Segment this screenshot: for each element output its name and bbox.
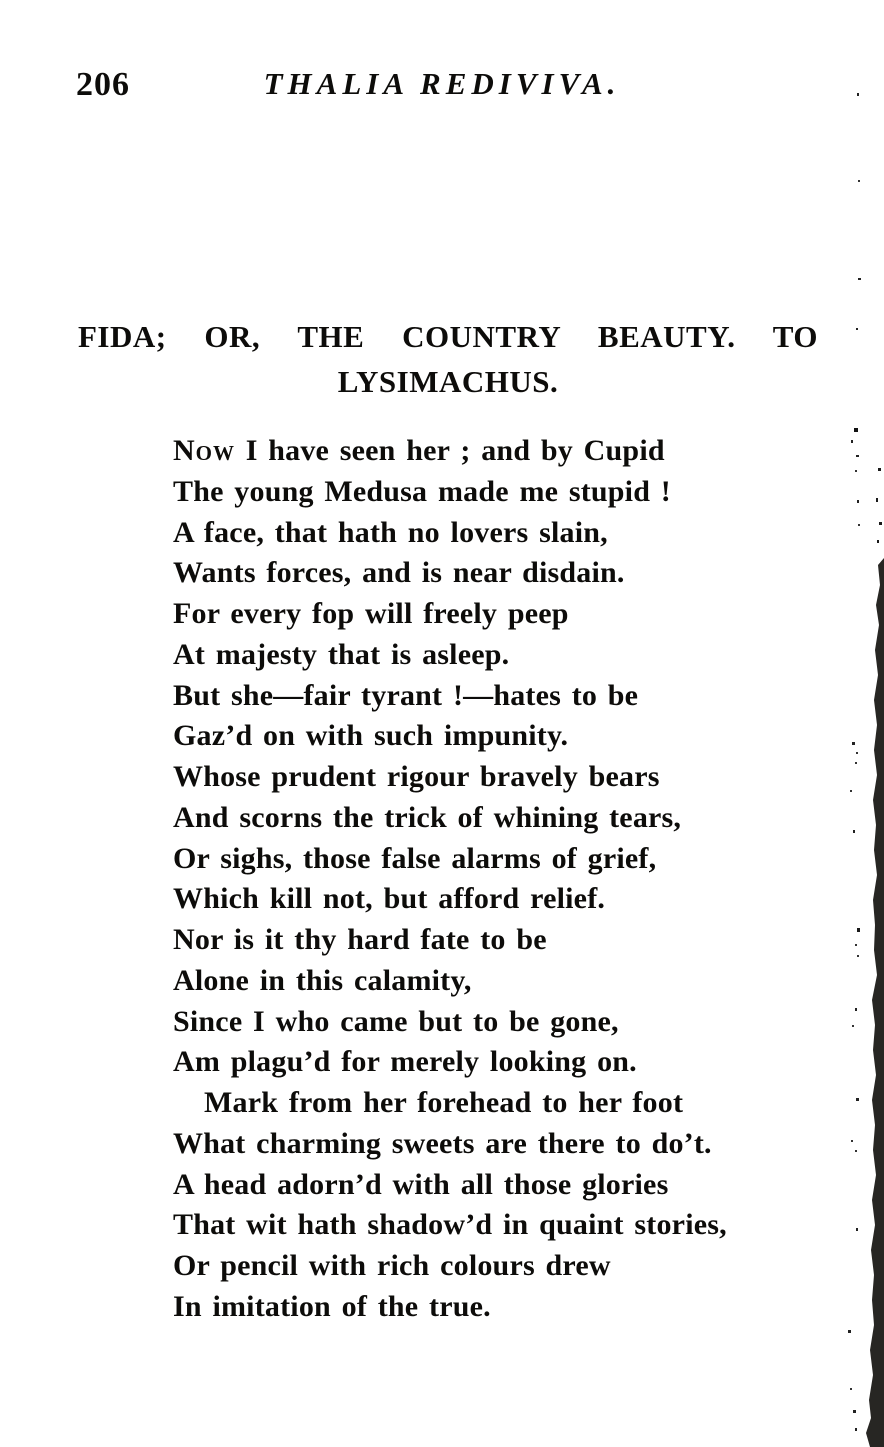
running-header: THALIA REDIVIVA. [263, 66, 621, 101]
poem-line: And scorns the trick of whining tears, [173, 800, 682, 834]
poem-title [78, 314, 818, 404]
poem-line-text: I have seen her ; and by Cupid [235, 434, 665, 467]
poem-line: Nor is it thy hard fate to be [173, 923, 547, 956]
poem-line: A head adorn’d with all those glories [173, 1167, 669, 1201]
poem-line: Or pencil with rich colours drew [173, 1249, 611, 1282]
poem-line: A face, that hath no lovers slain, [173, 515, 608, 549]
poem-line: The young Medusa made me stupid ! [173, 474, 671, 508]
poem-title-line2: LYSIMACHUS. [337, 364, 559, 399]
poem-line: Wants forces, and is near disdain. [173, 556, 625, 590]
poem-opening-word: Now [173, 434, 235, 467]
poem-line: In imitation of the true. [173, 1289, 491, 1323]
poem-line: Which kill not, but afford relief. [173, 882, 606, 916]
poem-body [173, 431, 727, 1328]
poem-title-line1: FIDA; OR, THE COUNTRY BEAUTY. TO [78, 319, 818, 354]
poem-line: For every fop will freely peep [173, 597, 569, 630]
poem-line: But she—fair tyrant !—hates to be [173, 678, 639, 712]
poem-line: Alone in this calamity, [173, 963, 472, 997]
poem-line: Am plagu’d for merely looking on. [173, 1045, 637, 1079]
scan-binding-artifact [840, 0, 884, 1447]
poem-line: Whose prudent rigour bravely bears [173, 760, 660, 793]
poem-line: That wit hath shadow’d in quaint stories, [173, 1208, 727, 1242]
poem-line: Gaz’d on with such impunity. [173, 719, 569, 753]
poem-line [173, 431, 727, 472]
poem-line: Since I who came but to be gone, [173, 1004, 619, 1038]
poem-line: At majesty that is asleep. [173, 637, 510, 671]
poem-line: Or sighs, those false alarms of grief, [173, 841, 657, 875]
poem-line: What charming sweets are there to do’t. [173, 1126, 712, 1160]
page-number: 206 [76, 66, 130, 103]
poem-line: Mark from her forehead to her foot [204, 1086, 684, 1119]
